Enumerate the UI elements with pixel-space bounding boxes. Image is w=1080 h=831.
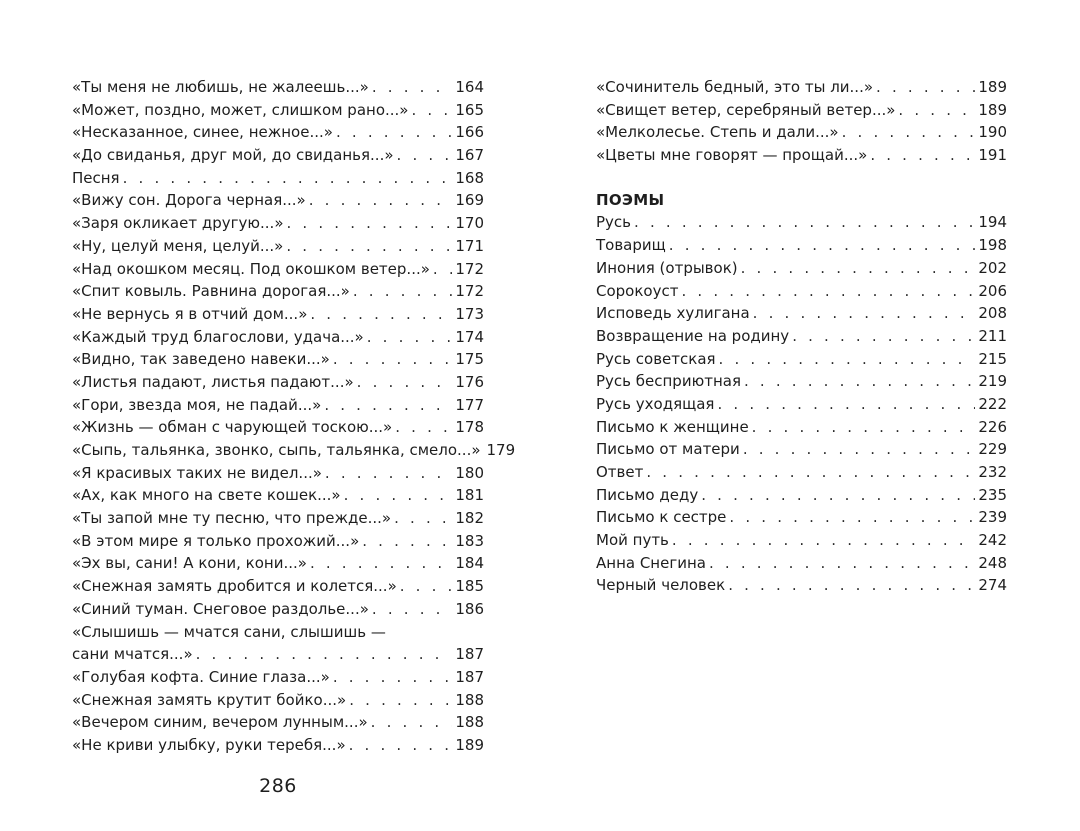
toc-entry bbox=[596, 325, 1007, 348]
toc-entry-page: 211 bbox=[978, 326, 1007, 345]
toc-entry bbox=[72, 484, 484, 507]
toc-entry-page: 191 bbox=[978, 146, 1007, 165]
dot-leader bbox=[196, 643, 453, 666]
dot-leader bbox=[344, 484, 453, 507]
toc-entry-title: «Сочинитель бедный, это ты ли...» bbox=[596, 78, 874, 96]
toc-entry-page: 172 bbox=[455, 282, 484, 301]
toc-entry-page: 183 bbox=[455, 531, 484, 550]
dot-leader bbox=[362, 530, 452, 553]
toc-entry-page: 175 bbox=[455, 350, 484, 369]
dot-leader bbox=[287, 212, 453, 235]
toc-entry-title: «Голубая кофта. Синие глаза...» bbox=[72, 667, 330, 686]
toc-entry-page: 242 bbox=[978, 531, 1007, 550]
toc-entry-title: Возвращение на родину bbox=[596, 326, 790, 345]
toc-entry-title: Письмо деду bbox=[596, 485, 699, 504]
toc-entry-title: «Каждый труд благослови, удача...» bbox=[72, 327, 364, 346]
toc-entry-page: 188 bbox=[455, 713, 484, 732]
toc-entry-page: 274 bbox=[978, 576, 1007, 595]
toc-entry-page: 166 bbox=[455, 123, 484, 142]
toc-entry-title: «До свиданья, друг мой, до свиданья...» bbox=[72, 146, 394, 165]
toc-entry bbox=[72, 416, 484, 439]
toc-entry-page: 189 bbox=[978, 100, 1007, 119]
dot-leader bbox=[744, 370, 975, 393]
toc-entry bbox=[596, 257, 1007, 280]
toc-entry bbox=[72, 76, 484, 99]
toc-entry-title: «В этом мире я только прохожий...» bbox=[72, 531, 360, 550]
toc-entry-title: «Ну, целуй меня, целуй...» bbox=[72, 236, 284, 255]
toc-entry-page: 208 bbox=[978, 304, 1007, 323]
toc-entry-title: «Эх вы, сани! А кони, кони...» bbox=[72, 554, 307, 573]
toc-entry-title: «Я красивых таких не видел...» bbox=[72, 463, 322, 482]
page-number: 286 bbox=[259, 775, 297, 797]
toc-entry bbox=[72, 666, 484, 689]
dot-leader bbox=[310, 552, 452, 575]
toc-entry-page: 172 bbox=[455, 259, 484, 278]
toc-entry-title: Мой путь bbox=[596, 531, 669, 550]
toc-entry bbox=[72, 99, 484, 122]
toc-entry-page: 178 bbox=[455, 418, 484, 437]
dot-leader bbox=[371, 711, 453, 734]
toc-entry bbox=[596, 121, 1007, 144]
toc-entry bbox=[596, 552, 1007, 575]
toc-entry-page: 235 bbox=[978, 485, 1007, 504]
dot-leader bbox=[753, 302, 976, 325]
toc-entry-page: 189 bbox=[455, 735, 484, 754]
toc-right-column bbox=[596, 76, 1007, 597]
dot-leader bbox=[349, 734, 453, 757]
toc-entry-title-first-line: «Слышишь — мчатся сани, слышишь — bbox=[72, 622, 386, 641]
toc-entry bbox=[72, 575, 484, 598]
toc-entry-title: Письмо к сестре bbox=[596, 508, 727, 527]
dot-leader bbox=[701, 484, 975, 507]
toc-entry-title: «Цветы мне говорят — прощай...» bbox=[596, 146, 868, 165]
toc-entry bbox=[72, 258, 484, 281]
toc-entry bbox=[596, 484, 1007, 507]
toc-entry bbox=[72, 552, 484, 575]
dot-leader bbox=[876, 76, 975, 99]
toc-entry bbox=[72, 167, 484, 190]
toc-entry-title: «Заря окликает другую...» bbox=[72, 214, 284, 233]
toc-entry-page: 248 bbox=[978, 553, 1007, 572]
toc-entry-title: «Над окошком месяц. Под окошком ветер...» bbox=[72, 259, 430, 278]
dot-leader bbox=[681, 280, 975, 303]
toc-left-column bbox=[72, 76, 516, 757]
toc-entry-page: 169 bbox=[455, 191, 484, 210]
dot-leader bbox=[400, 575, 453, 598]
dot-leader bbox=[357, 371, 453, 394]
dot-leader bbox=[672, 529, 975, 552]
toc-entry-page: 171 bbox=[455, 236, 484, 255]
toc-entry bbox=[596, 348, 1007, 371]
toc-entry-page: 198 bbox=[978, 236, 1007, 255]
dot-leader bbox=[669, 234, 976, 257]
dot-leader bbox=[123, 167, 453, 190]
toc-entry-title: «Гори, звезда моя, не падай...» bbox=[72, 395, 322, 414]
toc-entry bbox=[72, 212, 484, 235]
toc-entry bbox=[596, 416, 1007, 439]
toc-entry bbox=[72, 371, 484, 394]
toc-entry-page: 174 bbox=[455, 327, 484, 346]
toc-entry bbox=[72, 280, 484, 303]
toc-entry bbox=[596, 529, 1007, 552]
toc-entry-title: Песня bbox=[72, 168, 120, 187]
toc-entry-page: 181 bbox=[455, 486, 484, 505]
dot-leader bbox=[752, 416, 976, 439]
toc-entry-page: 185 bbox=[455, 577, 484, 596]
toc-entry bbox=[596, 506, 1007, 529]
dot-leader bbox=[717, 393, 975, 416]
toc-entry-page: 165 bbox=[455, 100, 484, 119]
toc-entry bbox=[72, 439, 516, 462]
toc-entry-title: «Вижу сон. Дорога черная...» bbox=[72, 191, 306, 210]
toc-entry bbox=[72, 235, 484, 258]
toc-entry-page: 167 bbox=[455, 146, 484, 165]
dot-leader bbox=[870, 144, 975, 167]
toc-entry-title: Русь советская bbox=[596, 349, 716, 368]
toc-entry-page: 226 bbox=[978, 417, 1007, 436]
toc-entry bbox=[596, 99, 1007, 122]
toc-entry-page: 187 bbox=[455, 667, 484, 686]
toc-entry bbox=[72, 303, 484, 326]
dot-leader bbox=[709, 552, 975, 575]
toc-entry-page: 170 bbox=[455, 214, 484, 233]
toc-entry bbox=[596, 234, 1007, 257]
toc-entry-title: Письмо от матери bbox=[596, 440, 740, 459]
dot-leader bbox=[634, 211, 975, 234]
toc-entry-title: Русь бесприютная bbox=[596, 372, 741, 391]
toc-entry bbox=[596, 438, 1007, 461]
toc-entry-page: 222 bbox=[978, 394, 1007, 413]
dot-leader bbox=[372, 598, 452, 621]
dot-leader bbox=[324, 394, 452, 417]
dot-leader bbox=[333, 666, 453, 689]
toc-entry-title: «Может, поздно, может, слишком рано...» bbox=[72, 100, 409, 119]
toc-entry-title: «Видно, так заведено навеки...» bbox=[72, 350, 330, 369]
toc-entry-page: 168 bbox=[455, 168, 484, 187]
toc-entry bbox=[72, 598, 484, 621]
toc-entry-title: Сорокоуст bbox=[596, 281, 679, 300]
dot-leader bbox=[310, 303, 452, 326]
dot-leader bbox=[728, 574, 975, 597]
dot-leader bbox=[309, 189, 453, 212]
toc-entry-page: 206 bbox=[978, 281, 1007, 300]
dot-leader bbox=[286, 235, 452, 258]
toc-entry-page: 215 bbox=[978, 349, 1007, 368]
toc-entry-title: Русь уходящая bbox=[596, 394, 715, 413]
toc-entry bbox=[72, 394, 484, 417]
toc-entry bbox=[596, 370, 1007, 393]
toc-entry-page: 219 bbox=[978, 372, 1007, 391]
toc-entry-title: «Спит ковыль. Равнина дорогая...» bbox=[72, 282, 350, 301]
toc-entry bbox=[72, 326, 484, 349]
dot-leader bbox=[394, 507, 452, 530]
toc-entry-title: «Сыпь, тальянка, звонко, сыпь, тальянка, смело...» bbox=[72, 441, 481, 459]
toc-entry bbox=[72, 643, 484, 666]
dot-leader bbox=[372, 76, 453, 99]
toc-entry-page: 164 bbox=[455, 78, 484, 96]
toc-entry bbox=[72, 507, 484, 530]
toc-entry-title: «Несказанное, синее, нежное...» bbox=[72, 123, 333, 142]
toc-entry-page: 176 bbox=[455, 372, 484, 391]
toc-entry-page: 179 bbox=[486, 441, 516, 459]
toc-entry-title: сани мчатся...» bbox=[72, 645, 193, 664]
toc-entry-title: «Ты запой мне ту песню, что прежде...» bbox=[72, 509, 392, 528]
section-heading-poems: ПОЭМЫ bbox=[596, 190, 665, 209]
dot-leader bbox=[333, 348, 453, 371]
toc-entry-title: «Мелколесье. Степь и дали...» bbox=[596, 123, 839, 142]
toc-entry-title: «Жизнь — обман с чарующей тоскою...» bbox=[72, 418, 393, 437]
toc-entry-page: 229 bbox=[978, 440, 1007, 459]
toc-entry bbox=[72, 189, 484, 212]
toc-entry-title: «Ты меня не любишь, не жалеешь...» bbox=[72, 78, 369, 96]
toc-entry-page: 190 bbox=[978, 123, 1007, 142]
dot-leader bbox=[433, 258, 452, 281]
toc-entry-title: Русь bbox=[596, 213, 632, 232]
dot-leader bbox=[395, 416, 452, 439]
toc-entry-page: 182 bbox=[455, 509, 484, 528]
dot-leader bbox=[397, 144, 453, 167]
toc-entry bbox=[596, 461, 1007, 484]
toc-entry bbox=[596, 144, 1007, 167]
toc-entry-page: 189 bbox=[978, 78, 1007, 96]
dot-leader bbox=[898, 99, 975, 122]
toc-entry bbox=[72, 530, 484, 553]
toc-entry-title: «Свищет ветер, серебряный ветер...» bbox=[596, 100, 896, 119]
toc-entry-page: 232 bbox=[978, 463, 1007, 481]
toc-entry bbox=[596, 211, 1007, 234]
toc-entry-title: «Ах, как много на свете кошек...» bbox=[72, 486, 341, 505]
toc-entry-title: «Не криви улыбку, руки теребя...» bbox=[72, 735, 346, 754]
toc-entry bbox=[72, 144, 484, 167]
toc-entry-title: Черный человек bbox=[596, 576, 726, 595]
toc-entry-page: 202 bbox=[978, 258, 1007, 277]
dot-leader bbox=[792, 325, 975, 348]
toc-entry bbox=[72, 689, 484, 712]
toc-entry-title: «Листья падают, листья падают...» bbox=[72, 372, 354, 391]
toc-entry bbox=[72, 121, 484, 144]
toc-entry-title: «Снежная замять крутит бойко...» bbox=[72, 690, 347, 709]
toc-entry-page: 186 bbox=[455, 599, 484, 618]
dot-leader bbox=[743, 438, 976, 461]
toc-entry bbox=[72, 348, 484, 371]
toc-entry-page: 194 bbox=[978, 213, 1007, 232]
dot-leader bbox=[741, 257, 976, 280]
toc-entry-page: 177 bbox=[455, 395, 484, 414]
dot-leader bbox=[367, 326, 453, 349]
toc-entry-title: «Вечером синим, вечером лунным...» bbox=[72, 713, 368, 732]
toc-entry-title: «Синий туман. Снеговое раздолье...» bbox=[72, 599, 369, 618]
toc-entry-page: 184 bbox=[455, 554, 484, 573]
dot-leader bbox=[646, 461, 975, 484]
toc-entry-page: 239 bbox=[978, 508, 1007, 527]
toc-entry-page: 187 bbox=[455, 645, 484, 664]
toc-entry-title: Исповедь хулигана bbox=[596, 304, 750, 323]
toc-entry bbox=[596, 302, 1007, 325]
toc-entry bbox=[72, 734, 484, 757]
dot-leader bbox=[349, 689, 452, 712]
toc-entry bbox=[72, 711, 484, 734]
dot-leader bbox=[411, 99, 452, 122]
toc-entry-title: Инония (отрывок) bbox=[596, 258, 738, 277]
toc-entry bbox=[596, 280, 1007, 303]
toc-entry-page: 180 bbox=[455, 463, 484, 482]
dot-leader bbox=[336, 121, 452, 144]
dot-leader bbox=[842, 121, 976, 144]
toc-entry bbox=[596, 393, 1007, 416]
toc-entry-title: Товарищ bbox=[596, 236, 666, 255]
toc-entry-title: Анна Снегина bbox=[596, 553, 706, 572]
toc-entry-title: Ответ bbox=[596, 463, 644, 481]
toc-entry-page: 188 bbox=[455, 690, 484, 709]
dot-leader bbox=[353, 280, 453, 303]
toc-entry bbox=[596, 76, 1007, 99]
toc-entry bbox=[596, 574, 1007, 597]
dot-leader bbox=[719, 348, 976, 371]
toc-entry-page: 173 bbox=[455, 304, 484, 323]
toc-entry-title: «Снежная замять дробится и колется...» bbox=[72, 577, 397, 596]
dot-leader bbox=[729, 506, 975, 529]
toc-entry-title: «Не вернусь я в отчий дом...» bbox=[72, 304, 308, 323]
dot-leader bbox=[325, 462, 452, 485]
toc-entry bbox=[72, 462, 484, 485]
toc-entry-title: Письмо к женщине bbox=[596, 417, 749, 436]
